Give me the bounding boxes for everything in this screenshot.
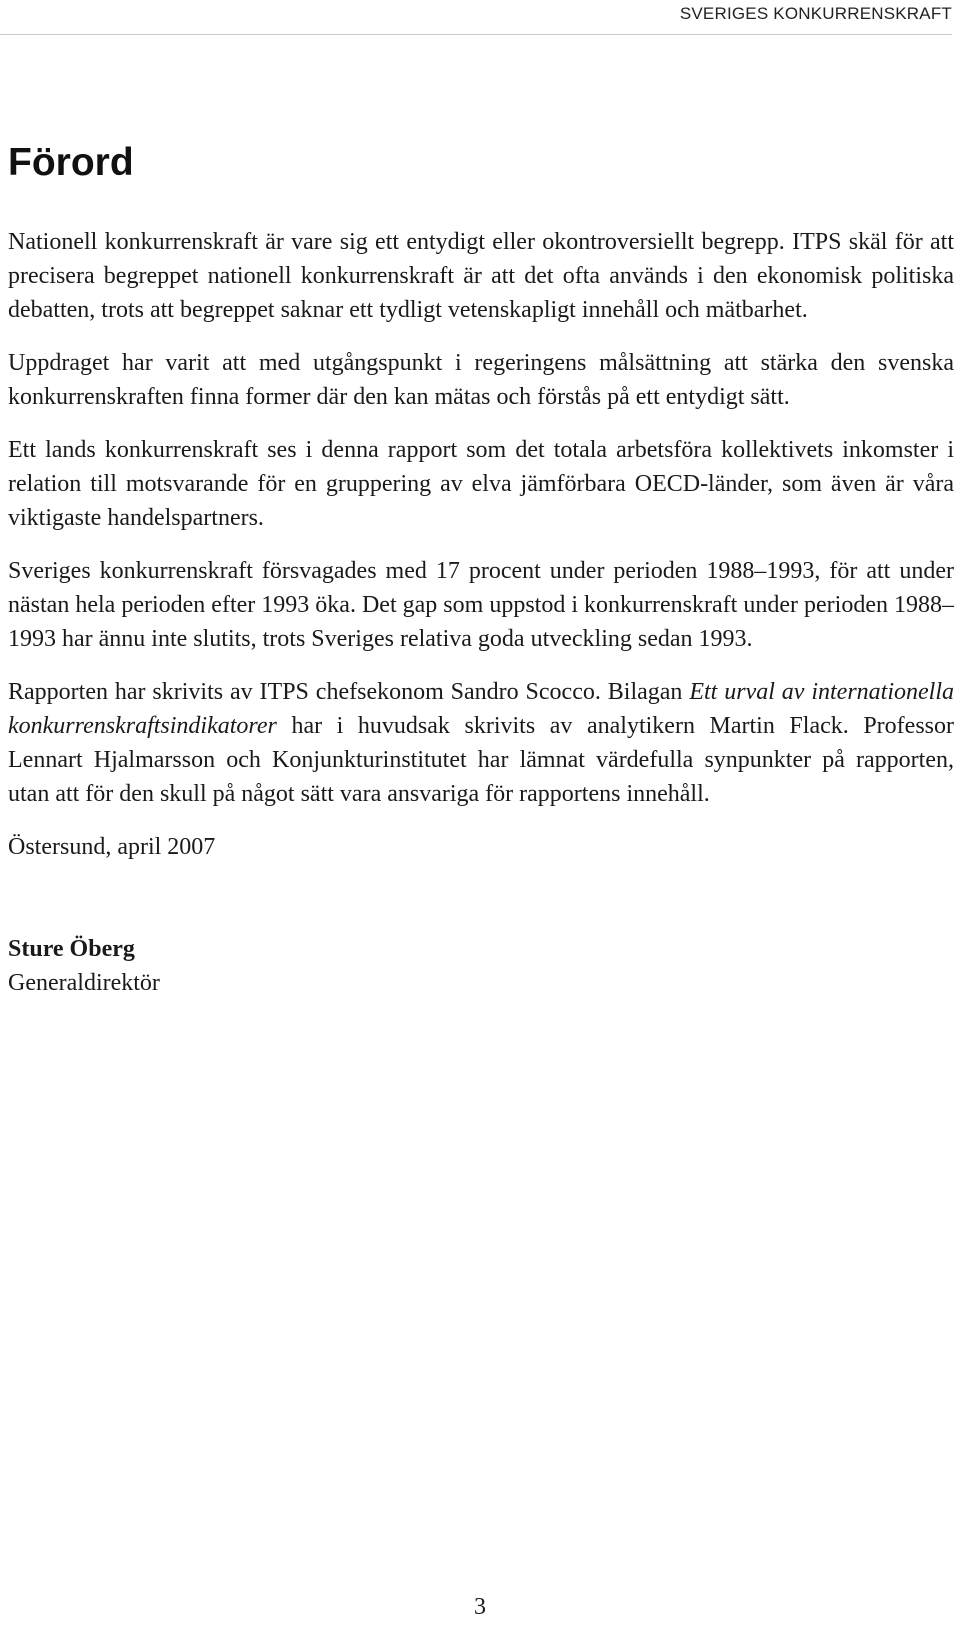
running-header: SVERIGES KONKURRENSKRAFT xyxy=(0,4,952,35)
page-title: Förord xyxy=(8,141,134,184)
signature-block xyxy=(8,932,954,1000)
authorship-text-before: Rapporten har skrivits av ITPS chefsekonom Sandro Scocco. Bilagan xyxy=(8,678,690,705)
main-content xyxy=(8,142,954,1000)
signatory-title: Generaldirektör xyxy=(8,969,160,996)
paragraph-measure: Ett lands konkurrenskraft ses i denna rapport som det totala arbetsföra kollektivets inkomster i relation till motsvarande för en gruppering av elva jämförbara OECD-länder, som även är våra viktigaste handelspartners. xyxy=(8,436,954,531)
page-number: 3 xyxy=(474,1594,486,1620)
place-date: Östersund, april 2007 xyxy=(8,833,216,860)
authorship-text-after: har i huvudsak skrivits av analytikern Martin Flack. Professor Lennart Hjalmarsson och Konjunkturinstitutet har lämnat värdefulla synpunkter på rapporten, utan att för den skull på något sätt vara ansvariga för rapportens innehåll. xyxy=(8,712,954,807)
paragraph-definition: Nationell konkurrenskraft är vare sig ett entydigt eller okontroversiellt begrepp. ITPS skäl för att precisera begreppet nationell konkurrenskraft är att det ofta används i den ekonomisk politiska debatten, trots att begreppet saknar ett tydligt vetenskapligt innehåll och mätbarhet. xyxy=(8,228,954,323)
paragraph-assignment: Uppdraget har varit att med utgångspunkt i regeringens målsättning att stärka den svenska konkurrenskraften finna former där den kan mätas och förstås på ett entydigt sätt. xyxy=(8,349,954,410)
paragraph-development: Sveriges konkurrenskraft försvagades med 17 procent under perioden 1988–1993, för att under nästan hela perioden efter 1993 öka. Det gap som uppstod i konkurrenskraft under perioden 1988–1993 har ännu inte slutits, trots Sveriges relativa goda utveckling sedan 1993. xyxy=(8,557,954,652)
paragraph-authorship xyxy=(8,675,954,811)
signatory-name: Sture Öberg xyxy=(8,935,135,962)
appendix-title: Ett urval av internationella konkurrenskraftsindikatorer xyxy=(8,678,954,739)
